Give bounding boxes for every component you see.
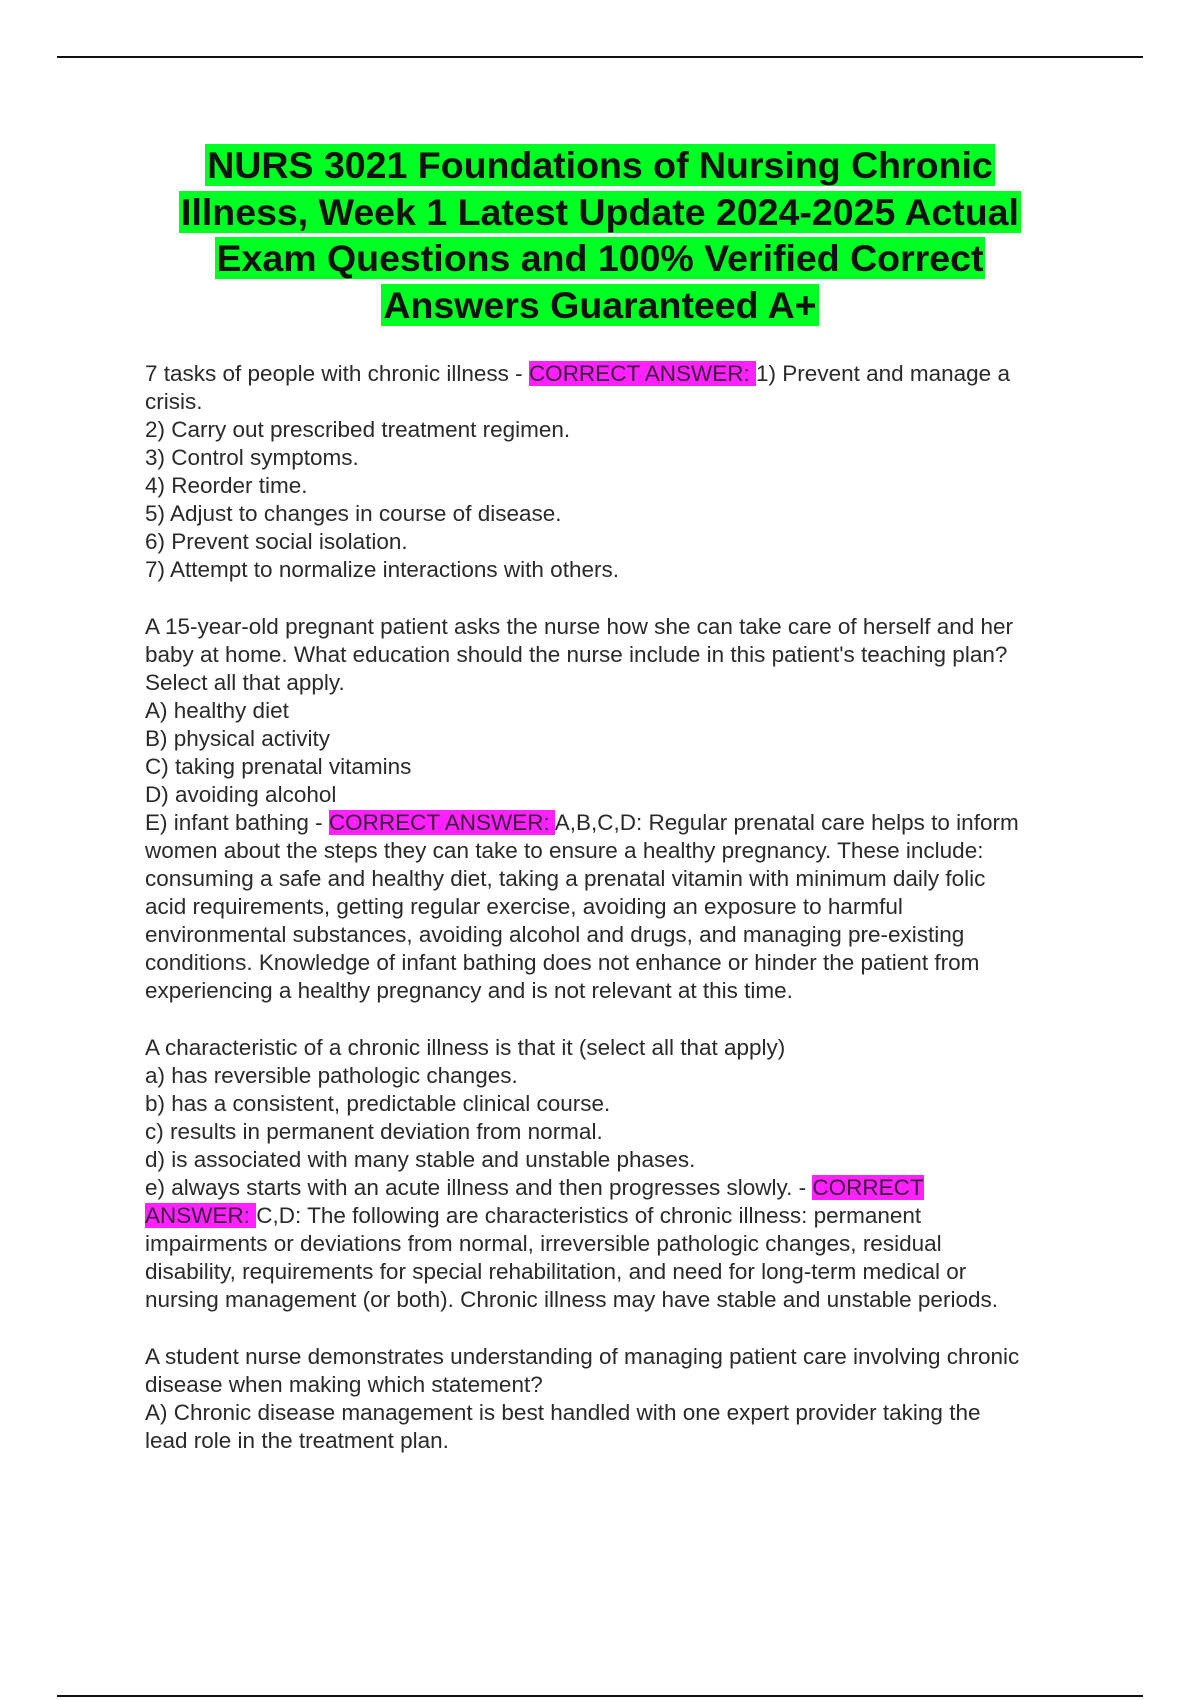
text-segment: 1) Prevent and manage a — [756, 361, 1010, 386]
text-segment: C) taking prenatal vitamins — [145, 754, 412, 779]
text-segment: 5) Adjust to changes in course of disease. — [145, 501, 562, 526]
document-title-block — [140, 142, 1060, 328]
text-segment: A) healthy diet — [145, 698, 289, 723]
text-line — [145, 781, 1095, 809]
title-line: NURS 3021 Foundations of Nursing Chronic — [207, 144, 993, 186]
text-line — [145, 1090, 1095, 1118]
text-segment: Select all that apply. — [145, 670, 345, 695]
correct-answer-label: CORRECT ANSWER: — [328, 810, 555, 835]
text-line — [145, 949, 1095, 977]
text-segment: 6) Prevent social isolation. — [145, 529, 408, 554]
text-segment: C,D: The following are characteristics of chronic illness: permanent — [256, 1203, 922, 1228]
text-segment: A student nurse demonstrates understanding of managing patient care involving chronic — [145, 1344, 1020, 1369]
text-line — [145, 444, 1095, 472]
text-line — [145, 809, 1095, 837]
correct-answer-label: ANSWER: — [145, 1203, 257, 1228]
correct-answer-label: CORRECT ANSWER: — [528, 361, 757, 386]
text-segment: experiencing a healthy pregnancy and is not relevant at this time. — [145, 978, 793, 1003]
question-block — [145, 1034, 1095, 1314]
text-segment: 7 tasks of people with chronic illness - — [145, 361, 529, 386]
text-line — [145, 1399, 1095, 1427]
text-line — [145, 697, 1095, 725]
title-line: Exam Questions and 100% Verified Correct — [216, 237, 984, 279]
text-segment: women about the steps they can take to ensure a healthy pregnancy. These include: — [145, 838, 984, 863]
text-line — [145, 472, 1095, 500]
question-block — [145, 613, 1095, 1005]
question-list — [145, 360, 1095, 1484]
text-line — [145, 1202, 1095, 1230]
text-segment: environmental substances, avoiding alcohol and drugs, and managing pre-existing — [145, 922, 965, 947]
text-line — [145, 416, 1095, 444]
title-line: Illness, Week 1 Latest Update 2024-2025 Actual — [181, 190, 1019, 233]
text-line — [145, 865, 1095, 893]
text-line — [145, 1258, 1095, 1286]
text-line — [145, 1286, 1095, 1314]
text-line — [145, 1371, 1095, 1399]
text-line — [145, 977, 1095, 1005]
text-line — [145, 1034, 1095, 1062]
text-line — [145, 500, 1095, 528]
text-line — [145, 1343, 1095, 1371]
text-segment: conditions. Knowledge of infant bathing does not enhance or hinder the patient from — [145, 950, 980, 975]
text-line — [145, 528, 1095, 556]
text-segment: 2) Carry out prescribed treatment regimen. — [145, 417, 571, 442]
text-line — [145, 1427, 1095, 1455]
text-segment: 4) Reorder time. — [145, 473, 308, 498]
text-segment: A 15-year-old pregnant patient asks the nurse how she can take care of herself and her — [145, 614, 1014, 639]
text-segment: crisis. — [145, 389, 203, 414]
text-line — [145, 556, 1095, 584]
text-segment: A) Chronic disease management is best handled with one expert provider taking the — [145, 1400, 981, 1425]
text-segment: a) has reversible pathologic changes. — [145, 1063, 518, 1088]
text-line — [145, 641, 1095, 669]
correct-answer-label: CORRECT — [812, 1175, 924, 1200]
text-segment: nursing management (or both). Chronic illness may have stable and unstable periods. — [145, 1287, 998, 1312]
text-segment: A,B,C,D: Regular prenatal care helps to inform — [554, 810, 1019, 835]
text-line — [145, 1230, 1095, 1258]
text-segment: 7) Attempt to normalize interactions with others. — [145, 557, 619, 582]
text-segment: impairments or deviations from normal, irreversible pathologic changes, residual — [145, 1231, 942, 1256]
text-line — [145, 1062, 1095, 1090]
text-segment: acid requirements, getting regular exercise, avoiding an exposure to harmful — [145, 894, 903, 919]
text-segment: 3) Control symptoms. — [145, 445, 359, 470]
text-segment: d) is associated with many stable and unstable phases. — [145, 1147, 696, 1172]
question-block — [145, 360, 1095, 584]
text-line — [145, 893, 1095, 921]
text-line — [145, 1146, 1095, 1174]
text-segment: disease when making which statement? — [145, 1372, 543, 1397]
text-segment: c) results in permanent deviation from normal. — [145, 1119, 603, 1144]
text-line — [145, 388, 1095, 416]
text-segment: lead role in the treatment plan. — [145, 1428, 449, 1453]
text-line — [145, 921, 1095, 949]
text-segment: D) avoiding alcohol — [145, 782, 337, 807]
text-segment: b) has a consistent, predictable clinical course. — [145, 1091, 611, 1116]
text-line — [145, 837, 1095, 865]
text-line — [145, 1174, 1095, 1202]
document-title — [140, 142, 1060, 328]
text-line — [145, 669, 1095, 697]
question-block — [145, 1343, 1095, 1455]
text-segment: E) infant bathing - — [145, 810, 329, 835]
text-segment: baby at home. What education should the nurse include in this patient's teaching plan? — [145, 642, 1008, 667]
text-segment: consuming a safe and healthy diet, taking a prenatal vitamin with minimum daily folic — [145, 866, 986, 891]
text-line — [145, 753, 1095, 781]
text-segment: e) always starts with an acute illness and then progresses slowly. - — [145, 1175, 813, 1200]
top-rule — [57, 56, 1143, 58]
text-line — [145, 1118, 1095, 1146]
text-line — [145, 613, 1095, 641]
title-line: Answers Guaranteed A+ — [383, 283, 817, 326]
text-line — [145, 360, 1095, 388]
text-segment: A characteristic of a chronic illness is that it (select all that apply) — [145, 1035, 786, 1060]
text-segment: disability, requirements for special rehabilitation, and need for long-term medical or — [145, 1259, 967, 1284]
text-segment: B) physical activity — [145, 726, 331, 751]
bottom-rule — [57, 1695, 1143, 1697]
text-line — [145, 725, 1095, 753]
